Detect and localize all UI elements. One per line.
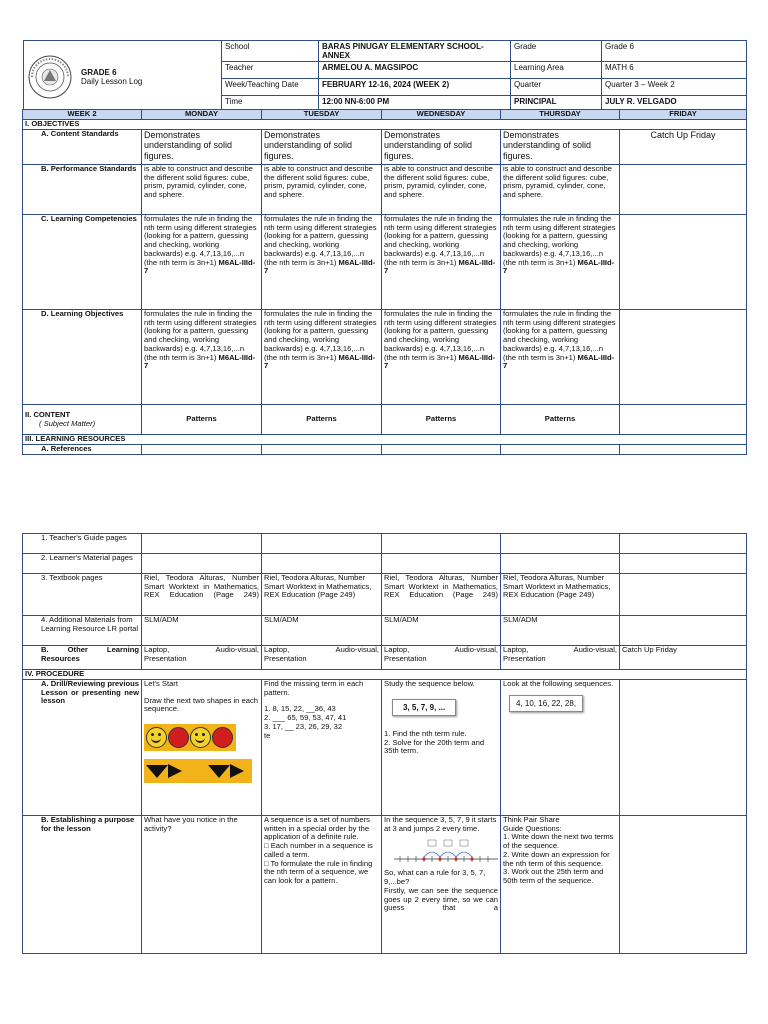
week-header: WEEK 2 xyxy=(23,110,142,120)
catch-up-friday: Catch Up Friday xyxy=(620,130,747,165)
additional-thu: SLM/ADM xyxy=(501,616,620,646)
objectives-section: I. OBJECTIVES xyxy=(23,120,747,130)
school-label: School xyxy=(222,41,319,62)
content-fri xyxy=(620,405,747,435)
content-standard-thu: Demonstrates understanding of solid figures. xyxy=(501,130,620,165)
sequence-box: 3, 5, 7, 9, ... xyxy=(392,699,456,716)
performance-thu: is able to construct and describe the different solid figures: cube, prism, pyramid, cylinder, cone, and sphere. xyxy=(501,165,620,215)
objective-thu: formulates the rule in finding the nth term using different strategies (looking for a pattern, guessing and checking, working backwards) e.g. 4,7,13,16,...n (the nth term is 3n+1) M6AL-IIId-7 xyxy=(501,310,620,405)
drill-fri xyxy=(620,680,747,816)
objectives-label: D. Learning Objectives xyxy=(23,310,142,405)
tg-fri xyxy=(620,534,747,554)
objective-tue: formulates the rule in finding the nth term using different strategies (looking for a pattern, guessing and checking, working backwards) e.g. 4,7,13,16,...n (the nth term is 3n+1) M6AL-IIId-7 xyxy=(262,310,382,405)
time-value: 12:00 NN-6:00 PM xyxy=(319,96,511,113)
thursday-header: THURSDAY xyxy=(501,110,620,120)
content-wed: Patterns xyxy=(382,405,501,435)
principal-value: JULY R. VELGADO xyxy=(602,96,747,113)
objective-fri xyxy=(620,310,747,405)
performance-mon: is able to construct and describe the different solid figures: cube, prism, pyramid, cylinder, cone, and sphere. xyxy=(142,165,262,215)
tg-wed xyxy=(382,534,501,554)
additional-wed: SLM/ADM xyxy=(382,616,501,646)
tg-thu xyxy=(501,534,620,554)
references-mon xyxy=(142,445,262,455)
learners-material-label: 2. Learner's Material pages xyxy=(23,554,142,574)
time-label: Time xyxy=(222,96,319,113)
competencies-label: C. Learning Competencies xyxy=(23,215,142,310)
objective-mon: formulates the rule in finding the nth term using different strategies (looking for a pattern, guessing and checking, working backwards) e.g. 4,7,13,16,...n (the nth term is 3n+1) M6AL-IIId-7 xyxy=(142,310,262,405)
content-label: II. CONTENT ( Subject Matter) xyxy=(23,405,142,435)
red-circle-icon xyxy=(168,727,189,748)
other-wed: Laptop, Audio-visual, Presentation xyxy=(382,646,501,670)
additional-tue: SLM/ADM xyxy=(262,616,382,646)
other-thu: Laptop, Audio-visual, Presentation xyxy=(501,646,620,670)
shape-sequence-faces xyxy=(144,724,236,751)
performance-standards-label: B. Performance Standards xyxy=(23,165,142,215)
quarter-label: Quarter xyxy=(511,79,602,96)
competency-thu: formulates the rule in finding the nth term using different strategies (looking for a pattern, guessing and checking, working backwards) e.g. 4,7,13,16,...n (the nth term is 3n+1) M6AL-IIId-7 xyxy=(501,215,620,310)
additional-materials-label: 4. Additional Materials from Learning Resource LR portal xyxy=(23,616,142,646)
teachers-guide-label: 1. Teacher's Guide pages xyxy=(23,534,142,554)
performance-fri xyxy=(620,165,747,215)
references-wed xyxy=(382,445,501,455)
other-tue: Laptop, Audio-visual, Presentation xyxy=(262,646,382,670)
red-circle-icon xyxy=(212,727,233,748)
procedure-table xyxy=(22,533,747,954)
content-mon: Patterns xyxy=(142,405,262,435)
grade-label: Grade xyxy=(511,41,602,62)
content-standard-mon: Demonstrates understanding of solid figures. xyxy=(142,130,262,165)
down-triangle-icon xyxy=(146,765,168,778)
deped-seal-icon xyxy=(27,54,73,100)
lm-tue xyxy=(262,554,382,574)
purpose-label: B. Establishing a purpose for the lesson xyxy=(23,816,142,954)
number-line-jumps-icon xyxy=(392,837,501,867)
other-fri: Catch Up Friday xyxy=(620,646,747,670)
purpose-mon: What have you notice in the activity? xyxy=(142,816,262,954)
friday-header: FRIDAY xyxy=(620,110,747,120)
competency-mon: formulates the rule in finding the nth term using different strategies (looking for a pattern, guessing and checking, working backwards) e.g. 4,7,13,16,...n (the nth term is 3n+1) M6AL-IIId-7 xyxy=(142,215,262,310)
drill-label: A. Drill/Reviewing previous Lesson or presenting new lesson xyxy=(23,680,142,816)
textbook-label: 3. Textbook pages xyxy=(23,574,142,616)
down-triangle-icon xyxy=(208,765,230,778)
lm-mon xyxy=(142,554,262,574)
purpose-fri xyxy=(620,816,747,954)
content-thu: Patterns xyxy=(501,405,620,435)
week-date-label: Week/Teaching Date xyxy=(222,79,319,96)
performance-wed: is able to construct and describe the different solid figures: cube, prism, pyramid, cylinder, cone, and sphere. xyxy=(382,165,501,215)
principal-label: PRINCIPAL xyxy=(511,96,602,113)
header-table xyxy=(23,40,747,113)
content-tue: Patterns xyxy=(262,405,382,435)
grade-value: Grade 6 xyxy=(602,41,747,62)
objective-wed: formulates the rule in finding the nth term using different strategies (looking for a pattern, guessing and checking, working backwards) e.g. 4,7,13,16,...n (the nth term is 3n+1) M6AL-IIId-7 xyxy=(382,310,501,405)
drill-thu: Look at the following sequences. 4, 10, 16, 22, 28, xyxy=(501,680,620,816)
drill-wed: Study the sequence below. 3, 5, 7, 9, ... 1. Find the nth term rule. 2. Solve for the 20th term and 35th term. xyxy=(382,680,501,816)
right-triangle-icon xyxy=(230,764,244,778)
log-title: Daily Lesson Log xyxy=(81,76,143,86)
other-resources-label: B. Other Learning Resources xyxy=(23,646,142,670)
teacher-label: Teacher xyxy=(222,62,319,79)
sequence-box-2: 4, 10, 16, 22, 28, xyxy=(509,695,583,712)
drill-tue: Find the missing term in each pattern. 1. 8, 15, 22, __36, 43 2. ___ 65, 59, 53, 47, 41 3. 17, __ 23, 26, 29, 32 te xyxy=(262,680,382,816)
purpose-wed: In the sequence 3, 5, 7, 9 it starts at 3 and jumps 2 every time. So, what can a rule for 3, 5, 7, 9,...be? Firstly, we can see the sequence goes up 2 every time, so we can guess that a xyxy=(382,816,501,954)
competency-wed: formulates the rule in finding the nth term using different strategies (looking for a pattern, guessing and checking, working backwards) e.g. 4,7,13,16,...n (the nth term is 3n+1) M6AL-IIId-7 xyxy=(382,215,501,310)
smiley-face-icon xyxy=(146,727,167,748)
performance-tue: is able to construct and describe the different solid figures: cube, prism, pyramid, cylinder, cone, and sphere. xyxy=(262,165,382,215)
textbook-fri xyxy=(620,574,747,616)
purpose-thu: Think Pair Share Guide Questions: 1. Write down the next two terms of the sequence. 2. Write down an expression for the nth term of this sequence. 3. Work out the 25th term and 50th term of the sequence. xyxy=(501,816,620,954)
smiley-face-icon xyxy=(190,727,211,748)
references-label: A. References xyxy=(23,445,142,455)
tg-tue xyxy=(262,534,382,554)
textbook-mon: Riel, Teodora Alturas, Number Smart Worktext in Mathematics, REX Education (Page 249) xyxy=(142,574,262,616)
additional-fri xyxy=(620,616,747,646)
grade-title: GRADE 6 xyxy=(81,67,117,77)
drill-mon: Let's Start Draw the next two shapes in each sequence. xyxy=(142,680,262,816)
content-standard-tue: Demonstrates understanding of solid figures. xyxy=(262,130,382,165)
tg-mon xyxy=(142,534,262,554)
school-value: BARAS PINUGAY ELEMENTARY SCHOOL-ANNEX xyxy=(319,41,511,62)
monday-header: MONDAY xyxy=(142,110,262,120)
right-triangle-icon xyxy=(168,764,182,778)
area-value: MATH 6 xyxy=(602,62,747,79)
week-date-value: FEBRUARY 12-16, 2024 (WEEK 2) xyxy=(319,79,511,96)
shape-sequence-triangles xyxy=(144,759,252,783)
purpose-tue: A sequence is a set of numbers written in a special order by the application of a definite rule. □ Each number in a sequence is called a term. □ To formulate the rule in finding the nth term of a sequence, we can look for a pattern. xyxy=(262,816,382,954)
quarter-value: Quarter 3 – Week 2 xyxy=(602,79,747,96)
competency-tue: formulates the rule in finding the nth term using different strategies (looking for a pattern, guessing and checking, working backwards) e.g. 4,7,13,16,...n (the nth term is 3n+1) M6AL-IIId-7 xyxy=(262,215,382,310)
references-tue xyxy=(262,445,382,455)
competency-fri xyxy=(620,215,747,310)
textbook-thu: Riel, Teodora Alturas, Number Smart Worktext in Mathematics, REX Education (Page 249) xyxy=(501,574,620,616)
lm-thu xyxy=(501,554,620,574)
content-standard-wed: Demonstrates understanding of solid figures. xyxy=(382,130,501,165)
lm-wed xyxy=(382,554,501,574)
references-fri xyxy=(620,445,747,455)
area-label: Learning Area xyxy=(511,62,602,79)
textbook-tue: Riel, Teodora Alturas, Number Smart Worktext in Mathematics, REX Education (Page 249) xyxy=(262,574,382,616)
content-standards-label: A. Content Standards xyxy=(23,130,142,165)
procedure-section: IV. PROCEDURE xyxy=(23,670,747,680)
references-thu xyxy=(501,445,620,455)
other-mon: Laptop, Audio-visual, Presentation xyxy=(142,646,262,670)
textbook-wed: Riel, Teodora Alturas, Number Smart Worktext in Mathematics, REX Education (Page 249) xyxy=(382,574,501,616)
teacher-value: ARMELOU A. MAGSIPOC xyxy=(319,62,511,79)
resources-section: III. LEARNING RESOURCES xyxy=(23,435,747,445)
logo-cell xyxy=(24,41,222,113)
tuesday-header: TUESDAY xyxy=(262,110,382,120)
additional-mon: SLM/ADM xyxy=(142,616,262,646)
objectives-table xyxy=(22,109,747,455)
wednesday-header: WEDNESDAY xyxy=(382,110,501,120)
lm-fri xyxy=(620,554,747,574)
